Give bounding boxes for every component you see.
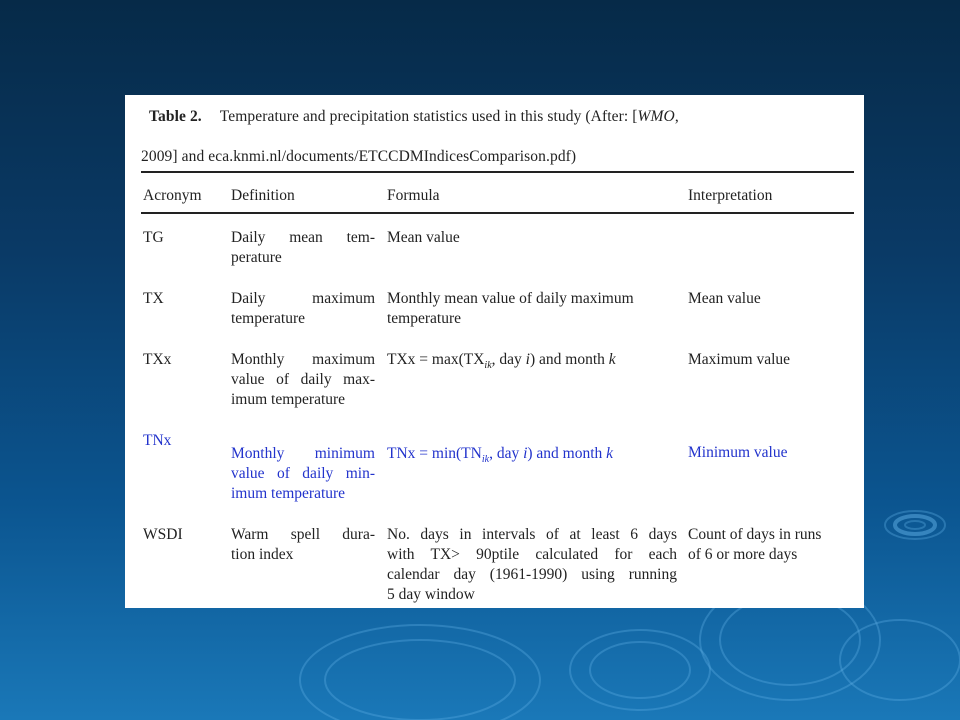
row-wsdi-formula-line: 5 day window <box>387 586 475 603</box>
row-wsdi-acronym: WSDI <box>143 526 183 543</box>
row-tg-definition-line: Daily mean tem- <box>231 229 375 246</box>
row-wsdi-interpretation-line: Count of days in runs <box>688 526 822 543</box>
row-tnx-definition-line: imum temperature <box>231 485 346 502</box>
row-tx-formula-line: temperature <box>387 310 462 327</box>
table-slide-panel <box>125 95 864 608</box>
formula-part: , day <box>489 445 524 462</box>
table-top-rule <box>141 171 854 173</box>
row-tx-definition-line: temperature <box>231 310 306 327</box>
row-txx-formula <box>387 350 616 370</box>
row-wsdi-formula-line: with TX> 90ptile calculated for each <box>387 546 677 563</box>
formula-part: TNx = min(TN <box>387 445 482 462</box>
row-txx-acronym: TXx <box>143 351 172 368</box>
row-txx-definition-line: value of daily max- <box>231 371 375 388</box>
row-tnx-formula <box>387 444 613 464</box>
formula-variable: i <box>523 445 528 462</box>
formula-variable: k <box>606 445 614 462</box>
row-tnx-definition-line: Monthly minimum <box>231 445 375 462</box>
row-txx-definition-line: Monthly maximum <box>231 351 375 368</box>
row-tg-definition <box>231 228 375 268</box>
formula-variable: i <box>525 351 530 368</box>
row-wsdi-definition <box>231 525 375 565</box>
row-tx-formula <box>387 289 634 329</box>
row-txx-interpretation: Maximum value <box>688 351 791 368</box>
formula-part: TXx = max(TX <box>387 351 485 368</box>
formula-subscript: ik <box>481 454 490 466</box>
caption-comma: , <box>674 108 679 125</box>
formula-subscript: ik <box>484 360 492 372</box>
row-tnx-acronym: TNx <box>143 432 172 449</box>
caption-wmo: WMO <box>637 108 675 125</box>
row-tg-definition-line: perature <box>231 249 282 266</box>
header-formula: Formula <box>387 187 440 204</box>
formula-part: ) and month <box>527 445 607 462</box>
row-tg-acronym: TG <box>143 229 164 246</box>
caption-label: Table 2. <box>149 108 202 125</box>
row-tx-acronym: TX <box>143 290 164 307</box>
header-interpretation: Interpretation <box>688 187 773 204</box>
row-tg-formula: Mean value <box>387 229 460 246</box>
row-wsdi-definition-line: tion index <box>231 546 294 563</box>
row-tnx-definition <box>231 444 375 504</box>
caption-text-line2: 2009] and eca.knmi.nl/documents/ETCCDMIndicesComparison.pdf) <box>141 148 577 165</box>
row-wsdi-definition-line: Warm spell dura- <box>231 526 375 543</box>
table-header-rule <box>141 212 854 214</box>
row-wsdi-formula <box>387 525 677 605</box>
header-acronym: Acronym <box>143 187 202 204</box>
caption-text-line1: Temperature and precipitation statistics used in this study (After: [ <box>219 108 638 125</box>
row-tx-formula-line: Monthly mean value of daily maximum <box>387 290 634 307</box>
row-wsdi-interpretation <box>688 525 821 565</box>
row-wsdi-formula-line: calendar day (1961-1990) using running <box>387 566 677 583</box>
row-tnx-definition-line: value of daily min- <box>231 465 375 482</box>
row-txx-definition-line: imum temperature <box>231 391 346 408</box>
row-tnx-interpretation: Minimum value <box>688 444 788 461</box>
row-wsdi-formula-line: No. days in intervals of at least 6 days <box>387 526 677 543</box>
formula-part: , day <box>491 351 526 368</box>
row-tx-interpretation: Mean value <box>688 290 761 307</box>
formula-part: ) and month <box>529 351 609 368</box>
header-definition: Definition <box>231 187 295 204</box>
row-tx-definition <box>231 289 375 329</box>
row-txx-definition <box>231 350 375 410</box>
row-wsdi-interpretation-line: of 6 or more days <box>688 546 798 563</box>
formula-variable: k <box>608 351 616 368</box>
row-tx-definition-line: Daily maximum <box>231 290 375 307</box>
